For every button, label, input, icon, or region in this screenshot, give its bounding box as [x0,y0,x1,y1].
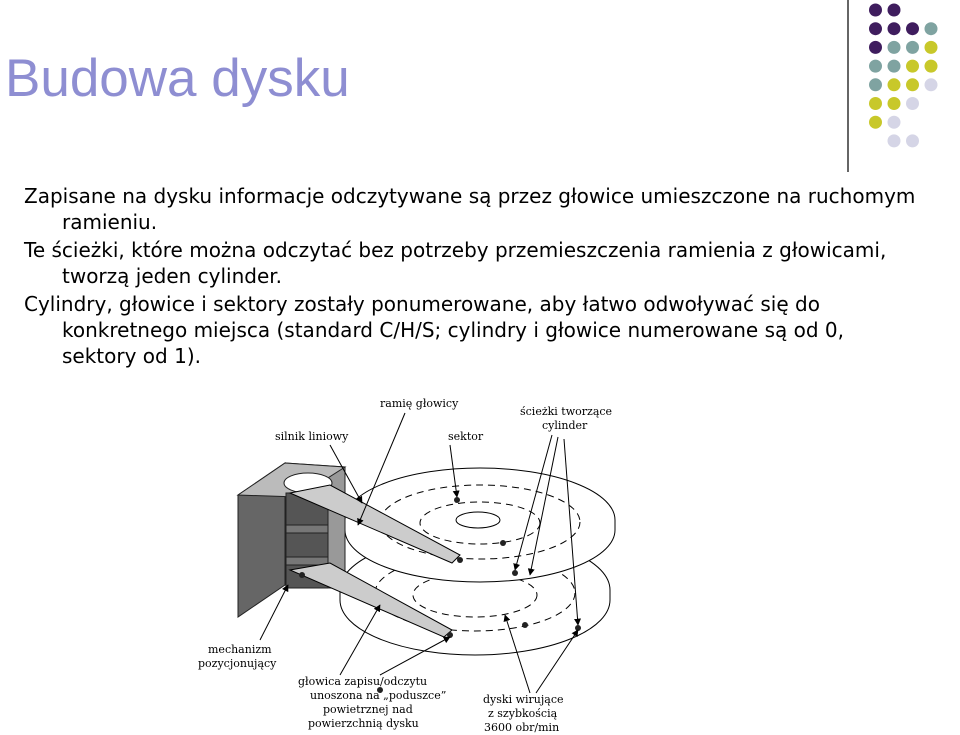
decorative-dot [925,60,938,73]
decorative-dot-grid [840,0,960,175]
label-head-1: głowica zapisu/odczytu [298,675,428,688]
label-tracks-1: ścieżki tworzące [520,405,613,418]
label-tracks-2: cylinder [542,419,588,432]
label-head-4: powierzchnią dysku [308,717,419,730]
decorative-dot [906,134,919,147]
decorative-dot [888,60,901,73]
decorative-dot [869,97,882,110]
decorative-dot [888,41,901,54]
decorative-dot [888,4,901,17]
decorative-dot [906,22,919,35]
decorative-dot [888,97,901,110]
label-mechanism-1: mechanizm [208,643,272,656]
label-disks-3: 3600 obr/min [484,721,560,734]
decorative-dot [888,134,901,147]
label-disks-1: dyski wirujące [483,693,564,706]
paragraph-3: Cylindry, głowice i sektory zostały ponumerowane, aby łatwo odwoływać się do konkretnego miejsca (standard C/H/S; cylindry i głowice numerowane są od 0, sektory od 1). [24,292,844,368]
slide-body [24,183,924,371]
decorative-dot [888,22,901,35]
decorative-dot [906,60,919,73]
label-head-3: powietrznej nad [323,703,413,716]
label-mechanism-2: pozycjonujący [198,657,277,670]
decorative-dot [869,4,882,17]
decorative-dot [888,78,901,91]
decorative-dot [906,78,919,91]
decorative-dot [869,60,882,73]
decorative-dot [869,22,882,35]
decorative-dot [925,22,938,35]
decorative-dot [925,41,938,54]
label-motor: silnik liniowy [275,430,349,443]
paragraph-1: Zapisane na dysku informacje odczytywane są przez głowice umieszczone na ruchomym ramieniu. [24,184,916,234]
label-arm: ramię głowicy [380,397,459,410]
label-head-2: unoszona na „poduszce” [310,689,447,702]
decorative-dot [888,116,901,129]
decorative-dot [869,116,882,129]
decorative-dot [906,97,919,110]
decorative-dot [869,41,882,54]
decorative-dot [906,41,919,54]
label-sector: sektor [448,430,484,443]
hard-disk-diagram [190,385,630,735]
paragraph-2: Te ścieżki, które można odczytać bez potrzeby przemieszczenia ramienia z głowicami, tworzą jeden cylinder. [24,238,887,288]
decorative-dot [869,78,882,91]
slide-title: Budowa dysku [5,49,350,108]
label-disks-2: z szybkością [488,707,558,720]
decorative-dot [925,78,938,91]
